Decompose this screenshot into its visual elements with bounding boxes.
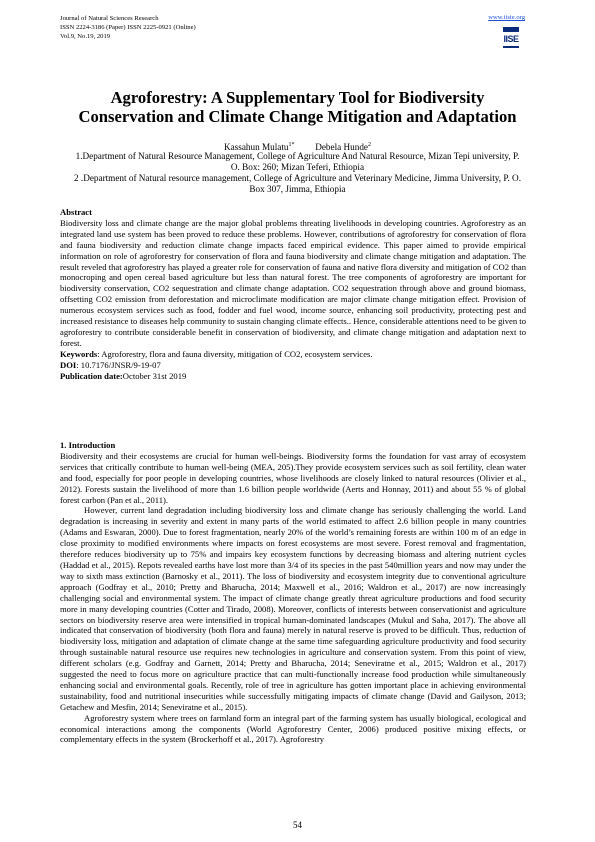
title-line-1: Agroforestry: A Supplementary Tool for Biodiversity [110, 88, 485, 107]
author-2-sup: 2 [368, 142, 372, 148]
iiste-logo-text: IISE [503, 34, 519, 44]
intro-paragraph-3: Agroforestry system where trees on farmland form an integral part of the farming system has usually biological, ecological and economical interactions among the components (World Agroforestry Center, 2006) produced positive mixing effects, or complementary effects in the system (Brockerhoff et al., 2017). Agroforestry [60, 712, 526, 745]
paper-title [60, 88, 535, 126]
journal-header [60, 14, 196, 41]
intro-paragraph-2: However, current land degradation including biodiversity loss and climate change has seriously challenging the world. Land degradation is increasing in severity and extent in many parts of the world estimated to affect 2.6 billion people in many countries (Adams and Eswaran, 2000). Due to forest fragmentation, nearly 20% of the world’s remaining forests are within 100 m of an edge in close proximity to modified environments where impacts on forest ecosystems are most severe. Forest removal and fragmentation, therefore reduces biodiversity up to 75% and impairs key ecosystem functions by decreasing biomass and altering nutrient cycles (Haddad et al., 2015). Repots revealed earths have lost more than 3/4 of its species in the past 540million years and now may under the way to sixth mass extinction (Barnosky et al., 2011). The loss of biodiversity and ecosystem integrity due to conventional agriculture approach (Godfray et al., 2010; Pretty and Bharucha, 2014; Maxwell et al., 2016; Waldron et al., 2017) are now increasingly challenging social and environmental system. The impact of climate change greatly threat agriculture productions and food security more in many developing countries (Cotter and Tirado, 2008). Moreover, conflicts of interests between conservationist and agriculture sectors on biodiversity reserve area were intensified in tropical human-dominated landscapes (Mukul and Saha, 2017). The above all indicated that conservation of biodiversity (both flora and fauna) merely in natural reserve is proved to be difficult. Thus, reduction of biodiversity loss, mitigation and adaptation of climate change at the same time safeguarding agriculture productivity and food security through sustainable natural resource use requires new technologies in agriculture and conservation system. From this point of view, different scholars (e.g. Godfray and Garnett, 2014; Pretty and Bharucha, 2014; Seneviratne et al., 2015; Waldron et al., 2017) suggested the need to focus more on agriculture practice that can multi-functionally increase food production while simultaneously enhancing social and environmental goals. Recently, role of tree in agriculture has gotten important place in achieving environmental sustainability, food and nutritional insecurities while successfully mitigating impacts of climate change (David and Gailyson, 2013; Getachew and Mesfin, 2014; Seneviratne et al., 2015). [60, 505, 526, 712]
intro-paragraph-1: Biodiversity and their ecosystems are crucial for human well-beings. Biodiversity forms the foundation for vast array of ecosystem services that critically contribute to human well-being (MEA, 205).They provide ecosystem services such as soil fertility, clean water and food, especially for poor people in developing countries, whose livelihoods are closely linked to natural resources (Olivier et al., 2012). Forests sustain the livelihood of more than 1.6 billion people worldwide (Aerts and Honnay, 2011) and about 55 % of global forest carbon (Pan et al., 2011). [60, 450, 526, 505]
author-1-sup: 1* [288, 142, 295, 148]
pubdate-line [60, 371, 526, 382]
pubdate-text: October 31st 2019 [122, 370, 187, 381]
keywords-line [60, 349, 526, 360]
journal-volume: Vol.9, No.19, 2019 [60, 33, 111, 40]
keywords-text: : Agroforestry, flora and fauna diversity, mitigation of CO2, ecosystem services. [97, 348, 373, 359]
journal-name: Journal of Natural Sciences Research [60, 15, 159, 22]
abstract-section [60, 207, 526, 382]
affiliation-2: 2 .Department of Natural resource management, College of Agriculture and Veterinary Medicine, Jimma University, P. O. Box 307, Jimma, Ethiopia [74, 173, 521, 194]
title-line-2: Conservation and Climate Change Mitigation and Adaptation [78, 107, 517, 126]
doi-line [60, 360, 526, 371]
keywords-label: Keywords [60, 348, 98, 359]
doi-label: DOI [60, 359, 77, 370]
iiste-logo [501, 26, 521, 50]
doi-text: : 10.7176/JNSR/9-19-07 [76, 359, 161, 370]
author-1: Kassahun Mulatu [223, 142, 289, 153]
abstract-text: Biodiversity loss and climate change are the major global problems threating livelihoods in developing countries. Agroforestry as an integrated land use system has been proved to reduce these problems. However, contributions of agroforestry for conservation of flora and fauna biodiversity and reduction climate change impacts faced empirical evidence. This paper aimed to provide empirical information on role of agroforestry for conservation of flora and fauna biodiversity and climate change mitigation and adaptation. The result reveled that agroforestry has played a greater role for conservation of fauna and native flora diversity and mitigation of CO2 than monocroping and open cereal based agriculture but less than natural forest. The tree components of agroforestry are important for biodiversity conservation, CO2 sequestration and climate change adaptation. CO2 sequestration through above and ground biomass, offsetting CO2 emission from deforestation and microclimate modification are major climate change mitigation effect. Provision of numerous ecosystem services such as food, fodder and fuel wood, income source, enhancing soil productivity, protecting pest and increased resistance to diseases help community to sustain changing climate effects.. Hence, considerable attentions need to be given to agroforestry to contribute considerable benefit in conservation of biodiversity, and climate change mitigation and adaptation next to forest. [60, 217, 526, 348]
page-number: 54 [293, 820, 302, 830]
author-2: Debela Hunde [315, 142, 369, 153]
journal-issn: ISSN 2224-3186 (Paper) ISSN 2225-0921 (Online) [60, 24, 196, 31]
pubdate-label: Publication date: [60, 370, 123, 381]
journal-website-link[interactable]: www.iiste.org [488, 14, 525, 21]
introduction-section [60, 440, 526, 745]
abstract-heading: Abstract [60, 207, 92, 217]
introduction-heading: 1. Introduction [60, 440, 116, 450]
affiliation-1: 1.Department of Natural Resource Management, College of Agriculture And Natural Resource, Mizan Tepi university, P. O. Box: 260; Mizan Teferi, Ethiopia [75, 151, 520, 172]
